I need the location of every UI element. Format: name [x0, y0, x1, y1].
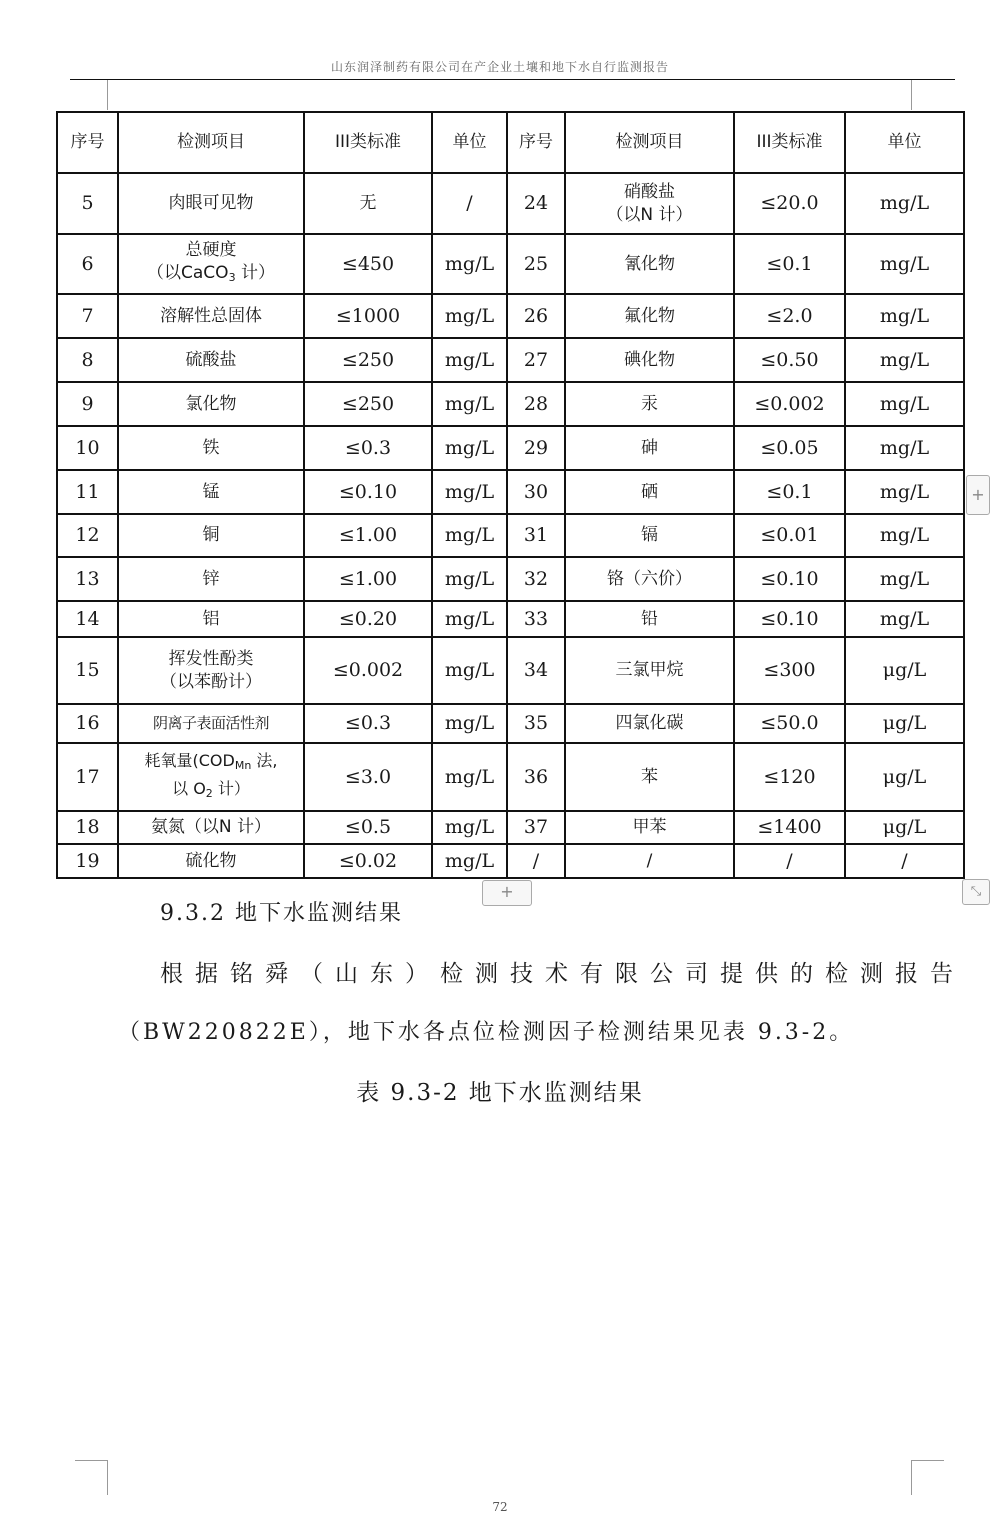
unit: mg/L	[845, 426, 964, 470]
body-paragraph-line: 根据铭舜（山东）检测技术有限公司提供的检测报告	[160, 961, 965, 987]
subscript: Mn	[234, 759, 252, 772]
test-item-line	[121, 777, 301, 805]
standard-limit: ≤1.00	[304, 557, 432, 601]
table-header-row	[57, 112, 964, 173]
test-item	[565, 173, 734, 234]
unit: mg/L	[845, 294, 964, 338]
unit: /	[432, 173, 507, 234]
table-row	[57, 294, 964, 338]
column-header: 检测项目	[565, 112, 734, 173]
test-item: 肉眼可见物	[118, 173, 304, 234]
test-item-text: 计）	[235, 263, 275, 283]
standard-limit: ≤50.0	[734, 704, 845, 743]
unit: mg/L	[845, 382, 964, 426]
table-row	[57, 173, 964, 234]
unit: /	[845, 844, 964, 878]
column-header: 序号	[507, 112, 565, 173]
test-item: 四氯化碳	[565, 704, 734, 743]
test-item: 砷	[565, 426, 734, 470]
standard-limit: 无	[304, 173, 432, 234]
test-item: 甲苯	[565, 811, 734, 844]
table-row	[57, 514, 964, 557]
test-item-text: 以 O	[172, 779, 206, 798]
unit: mg/L	[432, 294, 507, 338]
subscript: 2	[205, 787, 213, 800]
standard-limit: ≤0.3	[304, 704, 432, 743]
row-number: 6	[57, 234, 118, 294]
table-resize-handle[interactable]: ⤡	[962, 879, 990, 905]
standard-limit: ≤0.02	[304, 844, 432, 878]
row-number: 29	[507, 426, 565, 470]
unit: mg/L	[432, 704, 507, 743]
unit: mg/L	[845, 470, 964, 514]
table-row	[57, 426, 964, 470]
standard-limit: ≤3.0	[304, 743, 432, 811]
standard-limit: ≤250	[304, 338, 432, 382]
table-row	[57, 557, 964, 601]
test-item-text: 计）	[212, 779, 250, 798]
table-row	[57, 637, 964, 704]
unit: μg/L	[845, 704, 964, 743]
crop-mark-bottom-right	[911, 1460, 944, 1495]
unit: mg/L	[432, 743, 507, 811]
test-item: 汞	[565, 382, 734, 426]
table-row	[57, 234, 964, 294]
test-item: 溶解性总固体	[118, 294, 304, 338]
test-item: 硫化物	[118, 844, 304, 878]
unit: mg/L	[845, 601, 964, 637]
unit: mg/L	[432, 557, 507, 601]
column-header: III类标准	[304, 112, 432, 173]
standard-limit: ≤250	[304, 382, 432, 426]
test-item-text: 法,	[251, 751, 278, 770]
unit: mg/L	[432, 514, 507, 557]
unit: mg/L	[845, 338, 964, 382]
row-number: 5	[57, 173, 118, 234]
test-item: 锌	[118, 557, 304, 601]
test-item-line: 挥发性酚类	[168, 648, 254, 669]
standard-limit: ≤300	[734, 637, 845, 704]
test-item: 阴离子表面活性剂	[118, 704, 304, 743]
unit: mg/L	[432, 426, 507, 470]
standard-limit: ≤0.5	[304, 811, 432, 844]
table-row	[57, 704, 964, 743]
table-row	[57, 382, 964, 426]
standard-limit: ≤450	[304, 234, 432, 294]
row-number: 25	[507, 234, 565, 294]
row-number: /	[507, 844, 565, 878]
standard-limit: ≤0.3	[304, 426, 432, 470]
test-item: 铅	[565, 601, 734, 637]
column-header: III类标准	[734, 112, 845, 173]
test-item: 铬（六价）	[565, 557, 734, 601]
unit: mg/L	[432, 601, 507, 637]
test-item: 苯	[565, 743, 734, 811]
table-row	[57, 338, 964, 382]
row-number: 14	[57, 601, 118, 637]
test-item: 碘化物	[565, 338, 734, 382]
unit: μg/L	[845, 743, 964, 811]
row-number: 13	[57, 557, 118, 601]
test-item: 三氯甲烷	[565, 637, 734, 704]
water-quality-standard-table	[56, 111, 965, 879]
test-item-line: （以苯酚计）	[160, 671, 262, 692]
row-number: 27	[507, 338, 565, 382]
test-item: /	[565, 844, 734, 878]
unit: mg/L	[845, 173, 964, 234]
table-caption: 表 9.3-2 地下水监测结果	[356, 1080, 644, 1106]
test-item-line: 硝酸盐	[624, 181, 675, 202]
unit: mg/L	[845, 234, 964, 294]
row-number: 26	[507, 294, 565, 338]
standard-limit: ≤0.002	[304, 637, 432, 704]
unit: mg/L	[432, 844, 507, 878]
test-item: 铝	[118, 601, 304, 637]
test-item: 锰	[118, 470, 304, 514]
table-row	[57, 601, 964, 637]
standard-limit: ≤1000	[304, 294, 432, 338]
unit: mg/L	[432, 811, 507, 844]
test-item: 硒	[565, 470, 734, 514]
unit: mg/L	[432, 338, 507, 382]
body-paragraph-line: （BW220822E），地下水各点位检测因子检测结果见表 9.3-2。	[118, 1020, 855, 1045]
column-header: 检测项目	[118, 112, 304, 173]
standard-limit: ≤0.20	[304, 601, 432, 637]
row-number: 12	[57, 514, 118, 557]
row-number: 18	[57, 811, 118, 844]
standard-limit: ≤0.1	[734, 470, 845, 514]
row-number: 35	[507, 704, 565, 743]
standard-limit: ≤0.002	[734, 382, 845, 426]
standard-limit: ≤1400	[734, 811, 845, 844]
table-row	[57, 743, 964, 811]
crop-mark-bottom-left	[75, 1460, 108, 1495]
standard-limit: ≤120	[734, 743, 845, 811]
test-item: 氟化物	[565, 294, 734, 338]
standard-limit: ≤0.10	[734, 557, 845, 601]
standard-limit: ≤0.50	[734, 338, 845, 382]
test-item	[118, 743, 304, 811]
crop-mark-top-left	[107, 80, 108, 110]
row-number: 8	[57, 338, 118, 382]
unit: mg/L	[432, 470, 507, 514]
running-header: 山东润泽制药有限公司在产企业土壤和地下水自行监测报告	[330, 60, 669, 74]
row-number: 16	[57, 704, 118, 743]
standard-limit: ≤0.10	[734, 601, 845, 637]
table-row	[57, 470, 964, 514]
row-number: 31	[507, 514, 565, 557]
row-number: 10	[57, 426, 118, 470]
test-item: 氯化物	[118, 382, 304, 426]
row-number: 33	[507, 601, 565, 637]
add-row-button[interactable]: +	[482, 880, 532, 906]
row-number: 30	[507, 470, 565, 514]
test-item-line: 总硬度	[185, 240, 237, 260]
add-column-button[interactable]: +	[966, 475, 990, 515]
test-item-line	[121, 262, 301, 289]
row-number: 19	[57, 844, 118, 878]
unit: μg/L	[845, 811, 964, 844]
unit: mg/L	[845, 557, 964, 601]
unit: mg/L	[845, 514, 964, 557]
test-item: 镉	[565, 514, 734, 557]
column-header: 单位	[432, 112, 507, 173]
standard-limit: ≤0.10	[304, 470, 432, 514]
test-item: 铜	[118, 514, 304, 557]
row-number: 7	[57, 294, 118, 338]
section-heading: 9.3.2 地下水监测结果	[160, 901, 403, 926]
test-item: 氨氮（以N 计）	[118, 811, 304, 844]
standard-limit: /	[734, 844, 845, 878]
crop-mark-top-right	[911, 80, 912, 110]
test-item-line: （以N 计）	[606, 204, 693, 225]
standard-limit: ≤0.05	[734, 426, 845, 470]
row-number: 36	[507, 743, 565, 811]
test-item-text: 耗氧量(COD	[144, 751, 235, 770]
row-number: 28	[507, 382, 565, 426]
test-item	[118, 637, 304, 704]
standard-limit: ≤20.0	[734, 173, 845, 234]
test-item: 硫酸盐	[118, 338, 304, 382]
standard-limit: ≤2.0	[734, 294, 845, 338]
row-number: 17	[57, 743, 118, 811]
row-number: 11	[57, 470, 118, 514]
unit: mg/L	[432, 382, 507, 426]
column-header: 单位	[845, 112, 964, 173]
test-item	[118, 234, 304, 294]
subscript: 3	[228, 271, 236, 284]
table-row	[57, 811, 964, 844]
unit: μg/L	[845, 637, 964, 704]
row-number: 24	[507, 173, 565, 234]
standard-limit: ≤0.01	[734, 514, 845, 557]
row-number: 32	[507, 557, 565, 601]
test-item: 铁	[118, 426, 304, 470]
row-number: 34	[507, 637, 565, 704]
column-header: 序号	[57, 112, 118, 173]
test-item-line	[121, 749, 301, 777]
row-number: 9	[57, 382, 118, 426]
page-number: 72	[492, 1500, 508, 1514]
table-row	[57, 844, 964, 878]
unit: mg/L	[432, 637, 507, 704]
standard-limit: ≤1.00	[304, 514, 432, 557]
header-rule	[70, 79, 955, 80]
test-item-text: （以CaCO	[147, 263, 229, 283]
unit: mg/L	[432, 234, 507, 294]
row-number: 15	[57, 637, 118, 704]
test-item: 氰化物	[565, 234, 734, 294]
standard-limit: ≤0.1	[734, 234, 845, 294]
row-number: 37	[507, 811, 565, 844]
